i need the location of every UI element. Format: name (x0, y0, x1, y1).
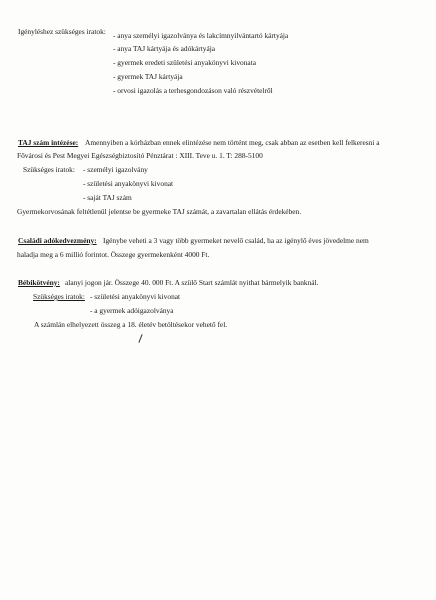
section4-doc-item: - születési anyakönyvi kivonat (90, 292, 181, 301)
section2-text-line1: Amennyiben a kórházban ennek elintézése nem történt meg, csak abban az esetben kell felkeresni a (85, 138, 380, 147)
section4-heading: Bébikötvény: (18, 278, 60, 287)
section2-doc-item: - személyi igazolvány (83, 165, 148, 174)
section2-doc-item: - saját TAJ szám (83, 193, 132, 202)
section1-item: - gyermek eredeti születési anyakönyvi kivonata (113, 58, 257, 67)
section3-text-line1: Igénybe veheti a 3 vagy több gyermeket nevelő család, ha az igénylő éves jövedelme nem (103, 236, 369, 245)
section2-doc-item: - születési anyakönyvi kivonat (83, 179, 174, 188)
section2-heading: TAJ szám intézése: (18, 138, 79, 147)
section4-docs-label: Szükséges iratok: (33, 292, 85, 301)
section1-heading: Igényléshez szükséges iratok: (18, 27, 106, 36)
section4-text-line1: alanyi jogon jár. Összege 40. 000 Ft. A szülő Start számlát nyithat bármelyik banknál. (65, 278, 319, 287)
section2-note: Gyermekorvosának feltétlenül jelentse be gyermeke TAJ számát, a zavartalan ellátás érdekében. (17, 207, 302, 216)
section4-doc-item: - a gyermek adóigazolványa (90, 306, 174, 315)
section1-item: - orvosi igazolás a terhesgondozáson való részvételről (113, 86, 273, 95)
section1-item: - anya TAJ kártyája és adókártyája (113, 44, 216, 53)
section1-item: - anya személyi igazolványa és lakcímnyilvántartó kártyája (113, 31, 289, 40)
section3-text-line2: haladja meg a 6 millió forintot. Összege gyermekenként 4000 Ft. (17, 250, 210, 259)
section4-note: A számlán elhelyezett összeg a 18. életév betöltésekor vehető fel. (34, 320, 228, 329)
section2-docs-label: Szükséges iratok: (23, 165, 75, 174)
pen-mark (138, 334, 142, 343)
section2-text-line2: Fővárosi és Pest Megyei Egészségbiztosító Pénztárat : XIII. Teve u. 1. T: 288-5100 (17, 151, 263, 160)
section1-item: - gyermek TAJ kártyája (113, 72, 183, 81)
section3-heading: Családi adókedvezmény: (18, 236, 97, 245)
